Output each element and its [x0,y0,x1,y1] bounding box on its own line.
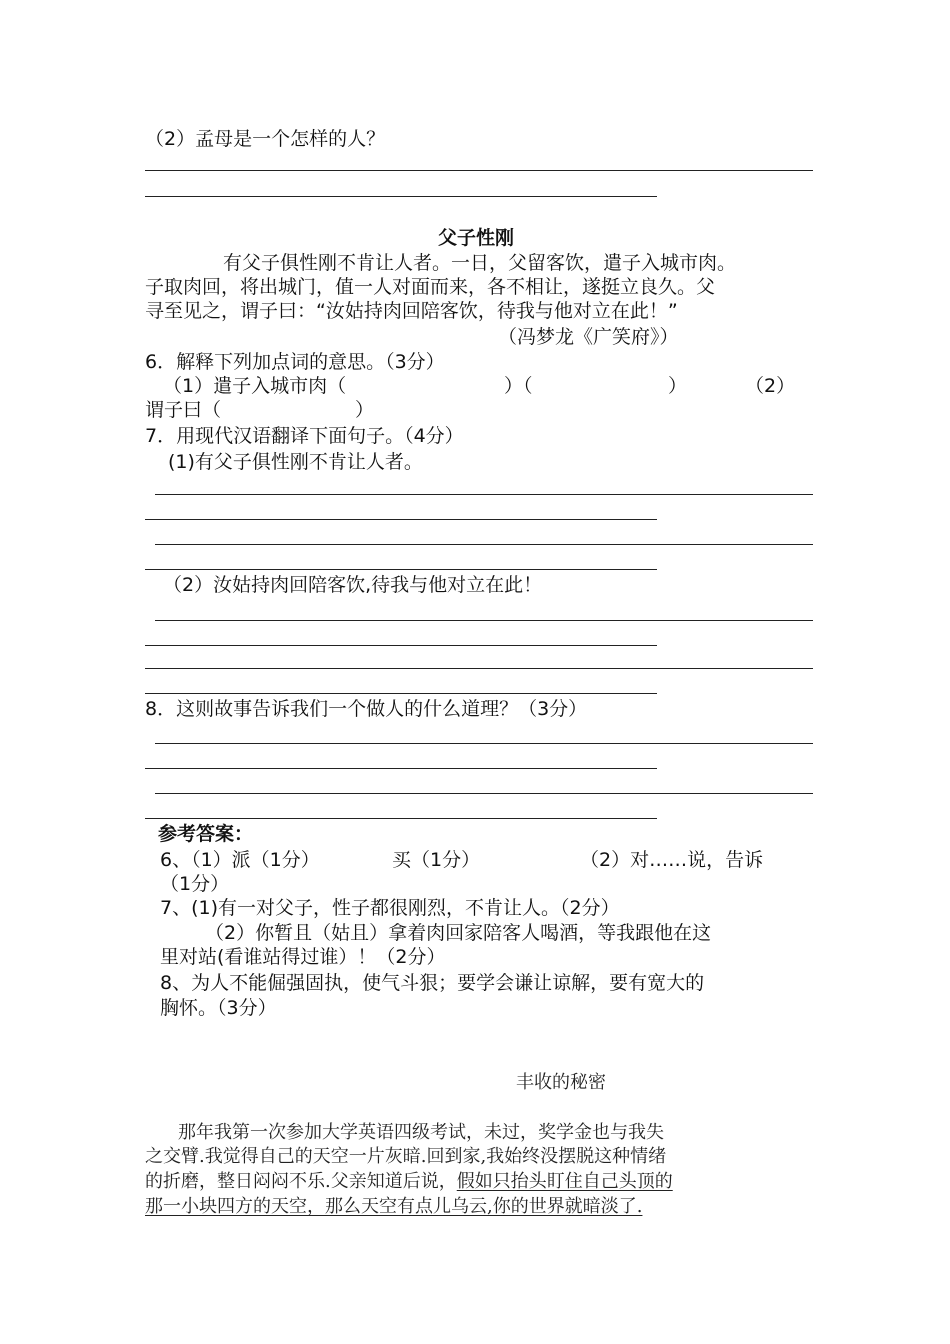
answer-6: 买（1分） [392,849,481,871]
essay-line [145,1170,673,1194]
question-mengmu: （2）孟母是一个怎样的人？ [145,128,386,150]
essay-text: 的折磨，整日闷闷不乐.父亲知道后说， [145,1171,457,1192]
question-7-sub1: (1)有父子俱性刚不肯让人者。 [168,451,423,473]
answer-7: 里对站(看谁站得过谁）！（2分） [160,946,446,968]
story-title: 父子性刚 [438,227,515,249]
answer-line [145,818,657,819]
question-6-part: （1）遣子入城市肉（ [163,375,347,397]
answer-line [145,768,657,769]
essay-line: 之交臂.我觉得自己的天空一片灰暗.回到家,我始终没摆脱这种情绪 [145,1146,667,1167]
answer-line [145,196,657,197]
answer-6: 6、（1）派（1分） [160,849,320,871]
answer-line [145,519,657,520]
story-line: 寻至见之，谓子曰：“汝姑持肉回陪客饮，待我与他对立在此！” [145,300,678,322]
essay-title: 丰收的秘密 [516,1072,606,1093]
answers-heading: 参考答案： [158,823,254,845]
answer-line [145,668,813,669]
answer-6: （1分） [160,873,230,895]
answer-line [145,170,813,171]
story-source: （冯梦龙《广笑府》） [498,326,679,348]
essay-underlined-text: 假如只抬头盯住自己头顶的 [456,1171,673,1192]
question-6-part: ） [668,375,688,397]
answer-8: 胸怀。（3分） [160,997,277,1019]
answer-line [155,743,813,744]
question-7-sub2: （2）汝姑持肉回陪客饮,待我与他对立在此！ [163,574,543,596]
answer-line [155,494,813,495]
question-8: 8．这则故事告诉我们一个做人的什么道理？（3分） [145,698,588,720]
answer-line [145,645,657,646]
answer-line [155,620,813,621]
answer-line [145,693,657,694]
story-line: 有父子俱性刚不肯让人者。一日，父留客饮，遣子入城市肉。 [223,252,737,274]
answer-7: （2）你暂且（姑且）拿着肉回家陪客人喝酒，等我跟他在这 [205,922,712,944]
question-6-part: 谓子曰（ [145,399,222,421]
answer-line [155,544,813,545]
answer-line [155,793,813,794]
answer-7: 7、(1)有一对父子，性子都很刚烈，不肯让人。（2分） [160,897,620,919]
question-6-part: ） [355,399,375,421]
answer-line [145,569,657,570]
story-line: 子取肉回，将出城门，值一人对面而来，各不相让，遂挺立良久。父 [145,276,716,298]
question-7: 7．用现代汉语翻译下面句子。（4分） [145,425,464,447]
essay-line: 那年我第一次参加大学英语四级考试，未过，奖学金也与我失 [178,1122,664,1143]
question-6: 6．解释下列加点词的意思。（3分） [145,351,445,373]
answer-8: 8、为人不能倔强固执，使气斗狠；要学会谦让谅解，要有宽大的 [160,972,705,994]
essay-underlined-text: 那一小块四方的天空，那么天空有点儿乌云,你的世界就暗淡了. [145,1196,643,1217]
question-6-part: （2） [745,375,796,397]
question-6-part: ）（ [504,375,533,397]
answer-6: （2）对……说，告诉 [580,849,764,871]
